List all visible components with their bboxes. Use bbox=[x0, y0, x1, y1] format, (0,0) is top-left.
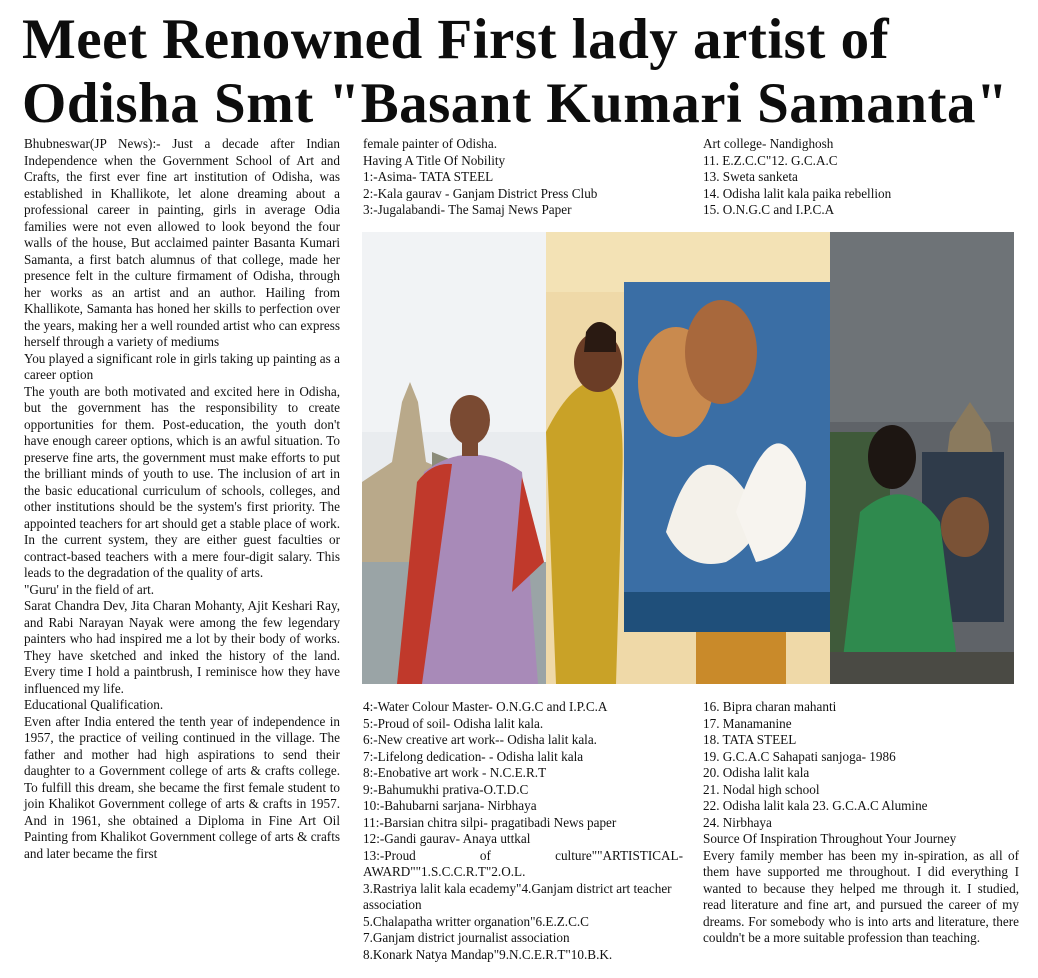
article-column-3-bottom bbox=[703, 699, 1019, 947]
list-item: 7.Ganjam district journalist association bbox=[363, 930, 570, 945]
artist-painting-photo bbox=[546, 232, 830, 684]
list-item: 21. Nodal high school bbox=[703, 781, 820, 797]
list-item: 2:-Kala gaurav - Ganjam District Press Club bbox=[363, 185, 598, 201]
list-item: 1:-Asima- TATA STEEL bbox=[363, 169, 494, 184]
list-item: 13. Sweta sanketa bbox=[703, 169, 798, 184]
list-item: 19. G.C.A.C Sahapati sanjoga- 1986 bbox=[703, 748, 896, 764]
list-item: 6:-New creative art work-- Odisha lalit kala. bbox=[363, 732, 597, 747]
paragraph: Bhubneswar(JP News):- Just a decade after Indian Independence when the Government School of Art and Crafts, the first ever fine art institution of Odisha, was established in Khallikote, let alone dreaming about a professional career in painting, girls in average Odia families were not even allowed to look beyond the four walls of the house, But acclaimed painter Basanta Kumari Samanta, a first batch alumnus of that college, made her presence felt in the culture firmament of Odisha, through her works as an artist and an author. Hailing from Khallikote, Samanta has honed her skills to perfection over the years, making her a well rounded artist who can express herself through a variety of mediums bbox=[24, 136, 340, 349]
list-item: 8.Konark Natya Mandap"9.N.C.E.R.T"10.B.K. bbox=[363, 946, 613, 962]
list-item: 8:-Enobative art work - N.C.E.R.T bbox=[363, 765, 547, 780]
list-item: 3:-Jugalabandi- The Samaj News Paper bbox=[363, 202, 572, 217]
headline bbox=[22, 8, 1022, 136]
subheading: You played a significant role in girls taking up painting as a career option bbox=[24, 350, 340, 382]
list-item: 3.Rastriya lalit kala ecademy"4.Ganjam district art teacher association bbox=[363, 880, 672, 912]
subheading: "Guru' in the field of art. bbox=[24, 581, 155, 597]
paragraph: Sarat Chandra Dev, Jita Charan Mohanty, Ajit Keshari Ray, and Rabi Narayan Nayak were among the few legendary painters who had inspired me a lot by their body of works. They have sketched and inked the history of the land. Every time I hold a paintbrush, I reminisce how they have influenced my life. bbox=[24, 598, 340, 696]
list-item: 4:-Water Colour Master- O.N.G.C and I.P.C.A bbox=[363, 699, 608, 714]
article-column-2-bottom bbox=[363, 699, 683, 963]
headline-line-2: Odisha Smt "Basant Kumari Samanta" bbox=[22, 72, 1009, 135]
article-column-2-top bbox=[363, 136, 683, 219]
paragraph: Every family member has been my in-spiration, as all of them have supported me throughout. I did everything I wanted to because they helped me through it. I studied, read literature and fine art, and pursued the career of my dreams. For somebody who is into arts and literature, there couldn't be a more suitable profession than teaching. bbox=[703, 847, 1019, 945]
list-item: 24. Nirbhaya bbox=[703, 814, 772, 830]
subheading: Having A Title Of Nobility bbox=[363, 152, 506, 168]
list-item: 11:-Barsian chitra silpi- pragatibadi News paper bbox=[363, 814, 617, 830]
list-item: 7:-Lifelong dedication- - Odisha lalit kala bbox=[363, 748, 584, 764]
article-column-3-top bbox=[703, 136, 1019, 219]
subheading: Source Of Inspiration Throughout Your Journey bbox=[703, 831, 957, 846]
photo-collage bbox=[362, 232, 1014, 684]
list-item: 17. Manamanine bbox=[703, 715, 792, 731]
artist-portrait-photo bbox=[362, 232, 546, 684]
list-item: Art college- Nandighosh bbox=[703, 136, 834, 151]
list-item: female painter of Odisha. bbox=[363, 136, 498, 151]
list-item: 15. O.N.G.C and I.P.C.A bbox=[703, 202, 835, 217]
list-item: 10:-Bahubarni sarjana- Nirbhaya bbox=[363, 798, 537, 813]
list-item: 22. Odisha lalit kala 23. G.C.A.C Alumine bbox=[703, 798, 928, 813]
list-item: 13:-Proud of culture""ARTISTICAL-AWARD""1.S.C.C.R.T"2.O.L. bbox=[363, 847, 683, 879]
paragraph: The youth are both motivated and excited here in Odisha, but the government has the responsibility to create opportunities for them. Post-education, the youth don't have enough career options, which is an awful situation. To preserve fine arts, the government must make efforts to put the brilliant minds of youth to use. The inclusion of art in the basic educational curriculum of schools, colleges, and other institutions should be the system's first priority. The appointed teachers for art should get a stable place of work. In the current system, they are either guest faculties or contract-based teachers with a mere four-digit salary. This leads to the degradation of the quality of arts. bbox=[24, 383, 340, 580]
list-item: 9:-Bahumukhi prativa-O.T.D.C bbox=[363, 781, 529, 797]
list-item: 5:-Proud of soil- Odisha lalit kala. bbox=[363, 715, 544, 731]
headline-line-1: Meet Renowned First lady artist of bbox=[22, 8, 890, 71]
list-item: 16. Bipra charan mahanti bbox=[703, 699, 837, 714]
painting-outdoors-photo bbox=[830, 232, 1014, 684]
list-item: 11. E.Z.C.C"12. G.C.A.C bbox=[703, 152, 838, 168]
list-item: 5.Chalapatha writter organation"6.E.Z.C.C bbox=[363, 913, 589, 929]
list-item: 12:-Gandi gaurav- Anaya uttkal bbox=[363, 831, 531, 846]
list-item: 20. Odisha lalit kala bbox=[703, 765, 810, 780]
paragraph: Even after India entered the tenth year of independence in 1957, the practice of veiling continued in the village. The father and mother had high aspirations to send their daughter to a Government college of arts & crafts college. To fulfill this dream, she became the first female student to join Khalikot Government college of arts & crafts in 1957. And in 1961, she obtained a Diploma in Fine Art Oil Painting from Khalikot Government college of arts & crafts and later became the first bbox=[24, 713, 340, 861]
subheading: Educational Qualification. bbox=[24, 697, 164, 712]
list-item: 14. Odisha lalit kala paika rebellion bbox=[703, 185, 892, 201]
article-column-1 bbox=[24, 136, 340, 862]
list-item: 18. TATA STEEL bbox=[703, 732, 797, 747]
